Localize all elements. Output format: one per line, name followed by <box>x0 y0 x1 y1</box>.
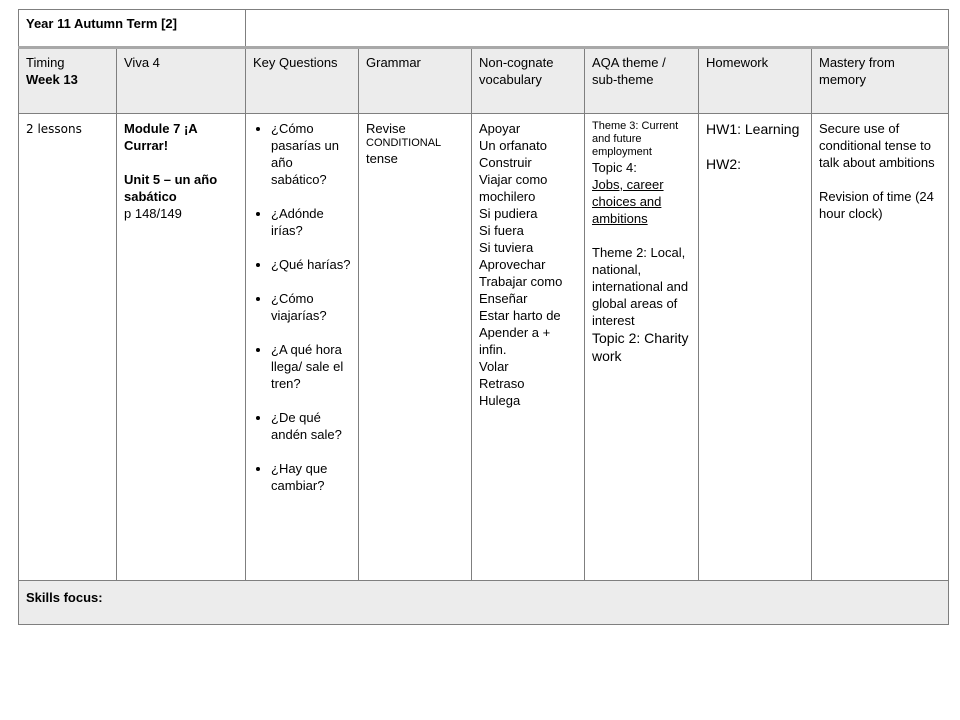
cell-homework <box>699 114 812 581</box>
header-timing-label: Timing <box>26 55 65 70</box>
aqa-topic4: Topic 4: <box>592 160 637 175</box>
aqa-topic4-text: Jobs, career choices and ambitions <box>592 177 664 226</box>
header-viva: Viva 4 <box>117 48 246 114</box>
vocab-item: Volar <box>479 359 509 374</box>
vocab-item: Viajar como mochilero <box>479 172 548 204</box>
header-row <box>19 48 949 114</box>
list-item: • ¿De qué andén sale? <box>271 409 351 443</box>
vocab-item: Trabajar como <box>479 274 563 289</box>
lessons-count: 2 lessons <box>26 122 82 136</box>
mastery-2: Revision of time (24 hour clock) <box>819 189 934 221</box>
cell-module <box>117 114 246 581</box>
vocab-item: Apoyar <box>479 121 521 136</box>
header-timing <box>19 48 117 114</box>
grammar-conditional: CONDITIONAL <box>366 137 442 149</box>
vocab-item: Enseñar <box>479 291 528 306</box>
cell-mastery <box>812 114 949 581</box>
list-item: • ¿A qué hora llega/ sale el tren? <box>271 341 351 392</box>
header-key-questions: Key Questions <box>246 48 359 114</box>
homework-1: HW1: Learning <box>706 121 800 137</box>
content-row <box>19 114 949 581</box>
vocab-item: Construir <box>479 155 532 170</box>
aqa-theme3: Theme 3: Current and future employment <box>592 120 679 158</box>
header-grammar: Grammar <box>359 48 472 114</box>
lesson-plan-table <box>18 9 949 625</box>
header-week: Week 13 <box>26 72 78 87</box>
cell-vocab <box>472 114 585 581</box>
unit-title: Unit 5 – un año sabático <box>124 172 218 204</box>
list-item: • ¿Adónde irías? <box>271 205 351 239</box>
vocab-item: Aprovechar <box>479 257 546 272</box>
header-aqa: AQA theme / sub-theme <box>585 48 699 114</box>
grammar-revise: Revise <box>366 121 406 136</box>
vocab-item: Si pudiera <box>479 206 538 221</box>
vocab-item: Si fuera <box>479 223 524 238</box>
key-questions-list <box>253 120 351 494</box>
vocab-item: Apender a + infin. <box>479 325 551 357</box>
cell-lessons <box>19 114 117 581</box>
page-ref: p 148/149 <box>124 206 182 221</box>
aqa-topic2: Topic 2: Charity work <box>592 330 689 364</box>
grammar-tense: tense <box>366 151 398 166</box>
homework-2: HW2: <box>706 156 741 172</box>
vocab-item: Un orfanato <box>479 138 547 153</box>
list-item: • ¿Cómo pasarías un año sabático? <box>271 120 351 188</box>
mastery-1: Secure use of conditional tense to talk about ambitions <box>819 121 935 170</box>
cell-grammar <box>359 114 472 581</box>
list-item: • ¿Hay que cambiar? <box>271 460 351 494</box>
aqa-theme2: Theme 2: Local, national, international and global areas of interest <box>592 245 689 328</box>
header-homework: Homework <box>699 48 812 114</box>
header-noncognate: Non-cognate vocabulary <box>472 48 585 114</box>
vocab-item: Retraso <box>479 376 525 391</box>
vocab-item: Estar harto de <box>479 308 561 323</box>
cell-aqa <box>585 114 699 581</box>
vocab-item: Hulega <box>479 393 521 408</box>
list-item: • ¿Qué harías? <box>271 256 351 273</box>
list-item: • ¿Cómo viajarías? <box>271 290 351 324</box>
skills-row <box>19 581 949 625</box>
skills-focus: Skills focus: <box>19 581 949 625</box>
vocab-item: Si tuviera <box>479 240 534 255</box>
cell-key-questions <box>246 114 359 581</box>
title-row <box>19 10 949 48</box>
module-title: Module 7 ¡A Currar! <box>124 121 198 153</box>
table-title: Year 11 Autumn Term [2] <box>19 10 246 48</box>
title-empty-cell <box>246 10 949 48</box>
header-mastery: Mastery from memory <box>812 48 949 114</box>
